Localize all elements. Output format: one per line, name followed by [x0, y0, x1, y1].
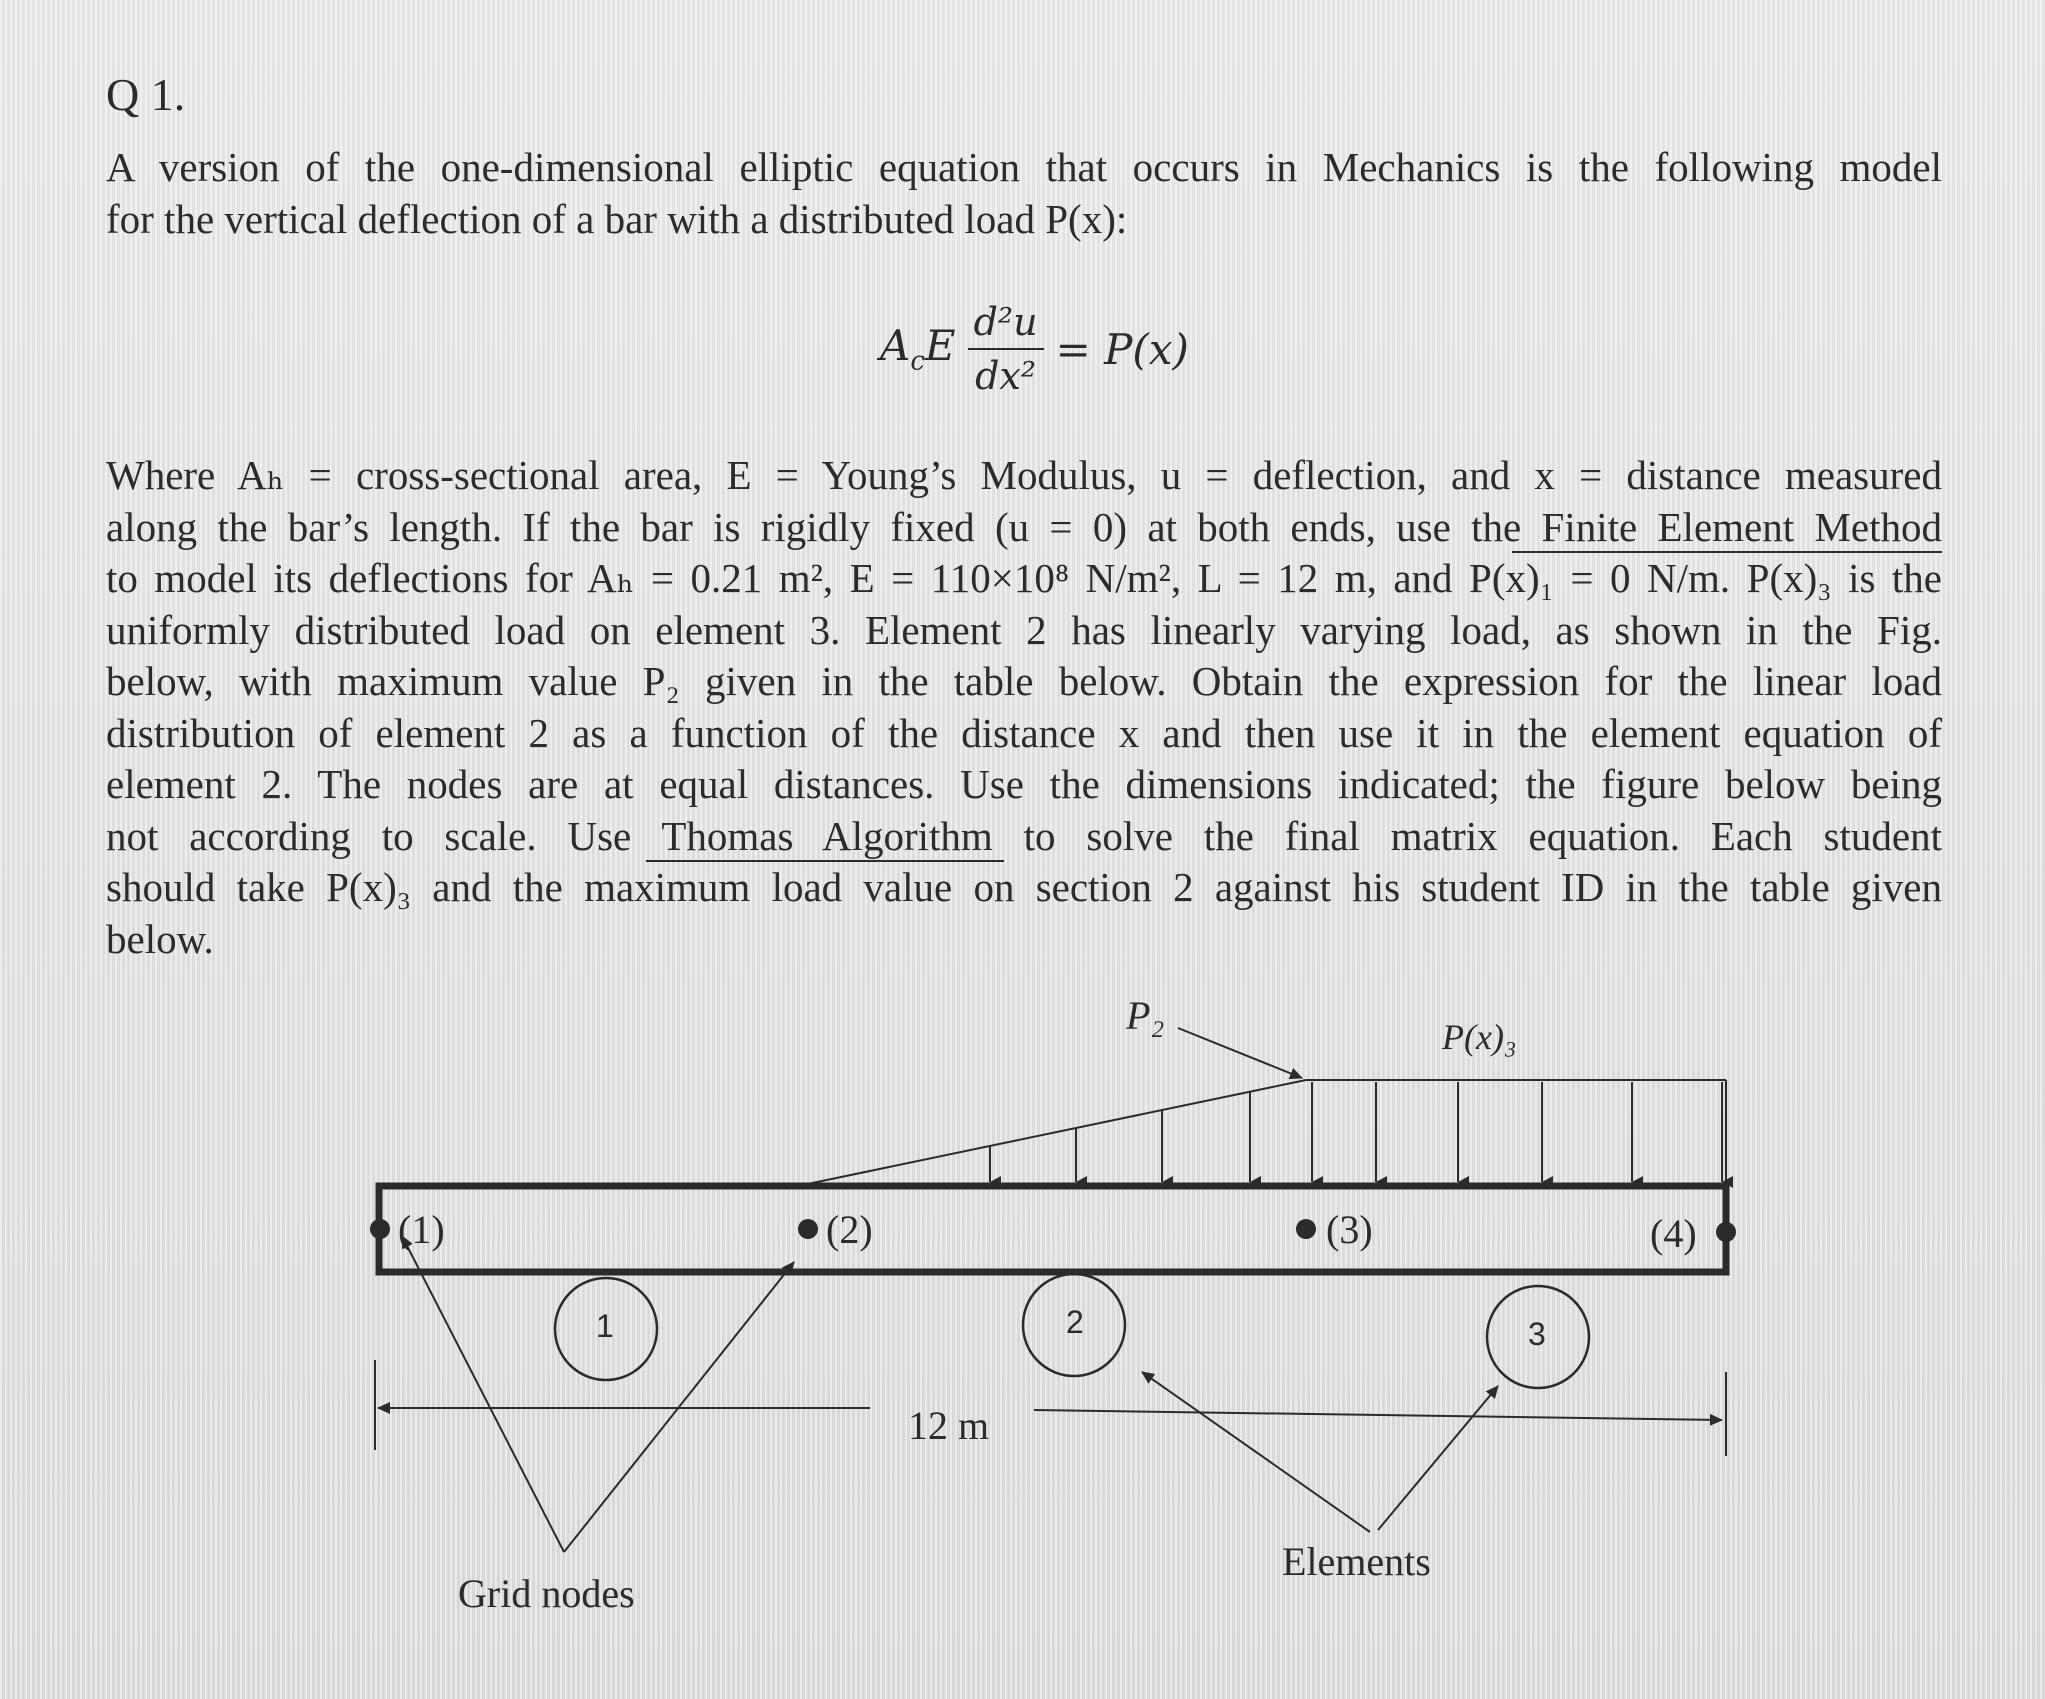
body-line: below.	[106, 915, 214, 962]
node-dot-3	[1296, 1219, 1316, 1239]
body-line: should take P(x)₃ and the maximum load value on section 2 against his student ID in the table given	[106, 864, 1942, 910]
node-label-3: (3)	[1326, 1207, 1373, 1252]
element-pointer-2	[1142, 1372, 1370, 1532]
linear-load-line	[798, 1080, 1306, 1186]
bar	[379, 1186, 1726, 1272]
intro-line: A version of the one-dimensional elliptic equation that occurs in Mechanics is the following model	[106, 144, 1942, 190]
equation-lhs: $A_cE$	[880, 321, 956, 377]
body-line: below, with maximum value P₂ given in the table below. Obtain the expression for the linear load	[106, 658, 1942, 704]
body-line: not according to scale. Use Thomas Algorithm to solve the final matrix equation. Each student	[106, 812, 1942, 859]
body-line: Where Aₕ = cross-sectional area, E = Young’s Modulus, u = deflection, and x = distance measured	[106, 452, 1942, 498]
node-dot-1	[370, 1219, 390, 1239]
equation-rhs: = P(x)	[1055, 324, 1189, 374]
body-line: distribution of element 2 as a function of the distance x and then use it in the element equation of	[106, 709, 1942, 756]
body-line: element 2. The nodes are at equal distances. Use the dimensions indicated; the figure below being	[106, 761, 1942, 807]
node-label-2: (2)	[826, 1207, 873, 1252]
body-line: along the bar’s length. If the bar is rigidly fixed (u = 0) at both ends, use the Finite Element Method	[106, 503, 1942, 550]
node-dot-2	[798, 1219, 818, 1239]
dimension-line-right	[1034, 1410, 1722, 1420]
node-label-4: (4)	[1650, 1211, 1697, 1256]
node-dot-4	[1716, 1222, 1736, 1242]
node-label-1: (1)	[398, 1207, 445, 1252]
grid-nodes-label: Grid nodes	[458, 1571, 635, 1616]
length-label: 12 m	[908, 1403, 990, 1448]
p2-label: P₂	[1126, 993, 1165, 1038]
element-label-2: 2	[1066, 1304, 1084, 1340]
p2-pointer	[1178, 1028, 1302, 1078]
body-line: uniformly distributed load on element 3. Element 2 has linearly varying load, as shown in the Fig.	[106, 606, 1942, 653]
grid-node-pointer-1	[402, 1236, 564, 1552]
element-label-3: 3	[1528, 1316, 1546, 1352]
fraction-denominator: dx²	[975, 354, 1037, 398]
fraction-numerator: d²u	[968, 300, 1044, 350]
element-pointer-3	[1378, 1386, 1498, 1530]
px3-label: P(x)₃	[1442, 1017, 1517, 1057]
elements-label: Elements	[1282, 1539, 1431, 1584]
body-line: to model its deflections for Aₕ = 0.21 m², E = 110×10⁸ N/m², L = 12 m, and P(x)₁ = 0 N/m. P(x)₃ is the	[106, 555, 1942, 601]
question-number: Q 1.	[106, 69, 186, 120]
intro-line: for the vertical deflection of a bar with a distributed load P(x):	[106, 195, 1128, 242]
element-label-1: 1	[596, 1308, 614, 1344]
